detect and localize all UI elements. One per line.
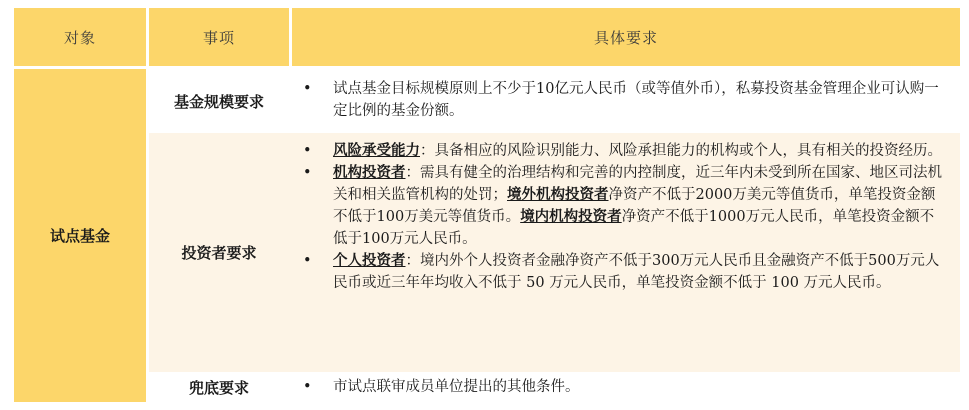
requirement-fund-size [289, 69, 960, 133]
bullet-icon: • [303, 81, 312, 97]
individual-investor-text: ：境内外个人投资者金融净资产不低于300万元人民币且金融资产不低于500万元人民币或近三年年均收入不低于 50 万元人民币，单笔投资金额不低于 100 万元人民币。 [333, 253, 940, 291]
fallback-text: 市试点联审成员单位提出的其他条件。 [333, 379, 580, 395]
table-row-fallback [149, 372, 960, 402]
item-investor: 投资者要求 [181, 244, 257, 262]
keyword-risk-tolerance: 风险承受能力 [333, 142, 420, 159]
bullet-icon: • [303, 379, 312, 395]
list-item [299, 140, 948, 162]
fund-size-text: 试点基金目标规模原则上不少于10亿元人民币（或等值外币），私募投资基金管理企业可认购一定比例的基金份额。 [333, 81, 939, 119]
object-cell: 试点基金 [14, 69, 146, 402]
keyword-institutional-investor: 机构投资者 [333, 164, 406, 181]
foreign-institution-text: 净资产不低于2000万美元等值货币，单笔投资金额不低于100万美元等值货币。 [333, 187, 936, 225]
bullet-icon: • [303, 253, 312, 269]
institutional-investor-text: ：需具有健全的治理结构和完善的内控制度，近三年内未受到所在国家、地区司法机关和相关监管机构的处罚； [333, 165, 942, 203]
list-item [299, 250, 948, 294]
table-row-fund-size [149, 69, 960, 133]
header-requirement: 具体要求 [292, 8, 960, 66]
table-row-investor [149, 133, 960, 372]
keyword-foreign-institution: 境外机构投资者 [507, 186, 609, 203]
bullet-icon: • [303, 143, 312, 159]
table-header [14, 8, 960, 66]
requirement-investor [289, 133, 960, 372]
header-item: 事项 [149, 8, 289, 66]
requirement-fallback [289, 372, 960, 402]
requirements-table [14, 8, 960, 402]
header-object: 对象 [14, 8, 146, 66]
keyword-domestic-institution: 境内机构投资者 [520, 208, 622, 225]
item-fallback: 兜底要求 [188, 378, 249, 397]
domestic-institution-text: 净资产不低于1000万元人民币，单笔投资金额不低于100万元人民币。 [333, 209, 935, 247]
list-item [299, 162, 948, 250]
keyword-individual-investor: 个人投资者 [333, 252, 406, 269]
item-fund-size: 基金规模要求 [173, 92, 264, 111]
risk-tolerance-text: ：具备相应的风险识别能力、风险承担能力的机构或个人，具有相关的投资经历。 [420, 143, 942, 159]
bullet-icon: • [303, 165, 312, 181]
